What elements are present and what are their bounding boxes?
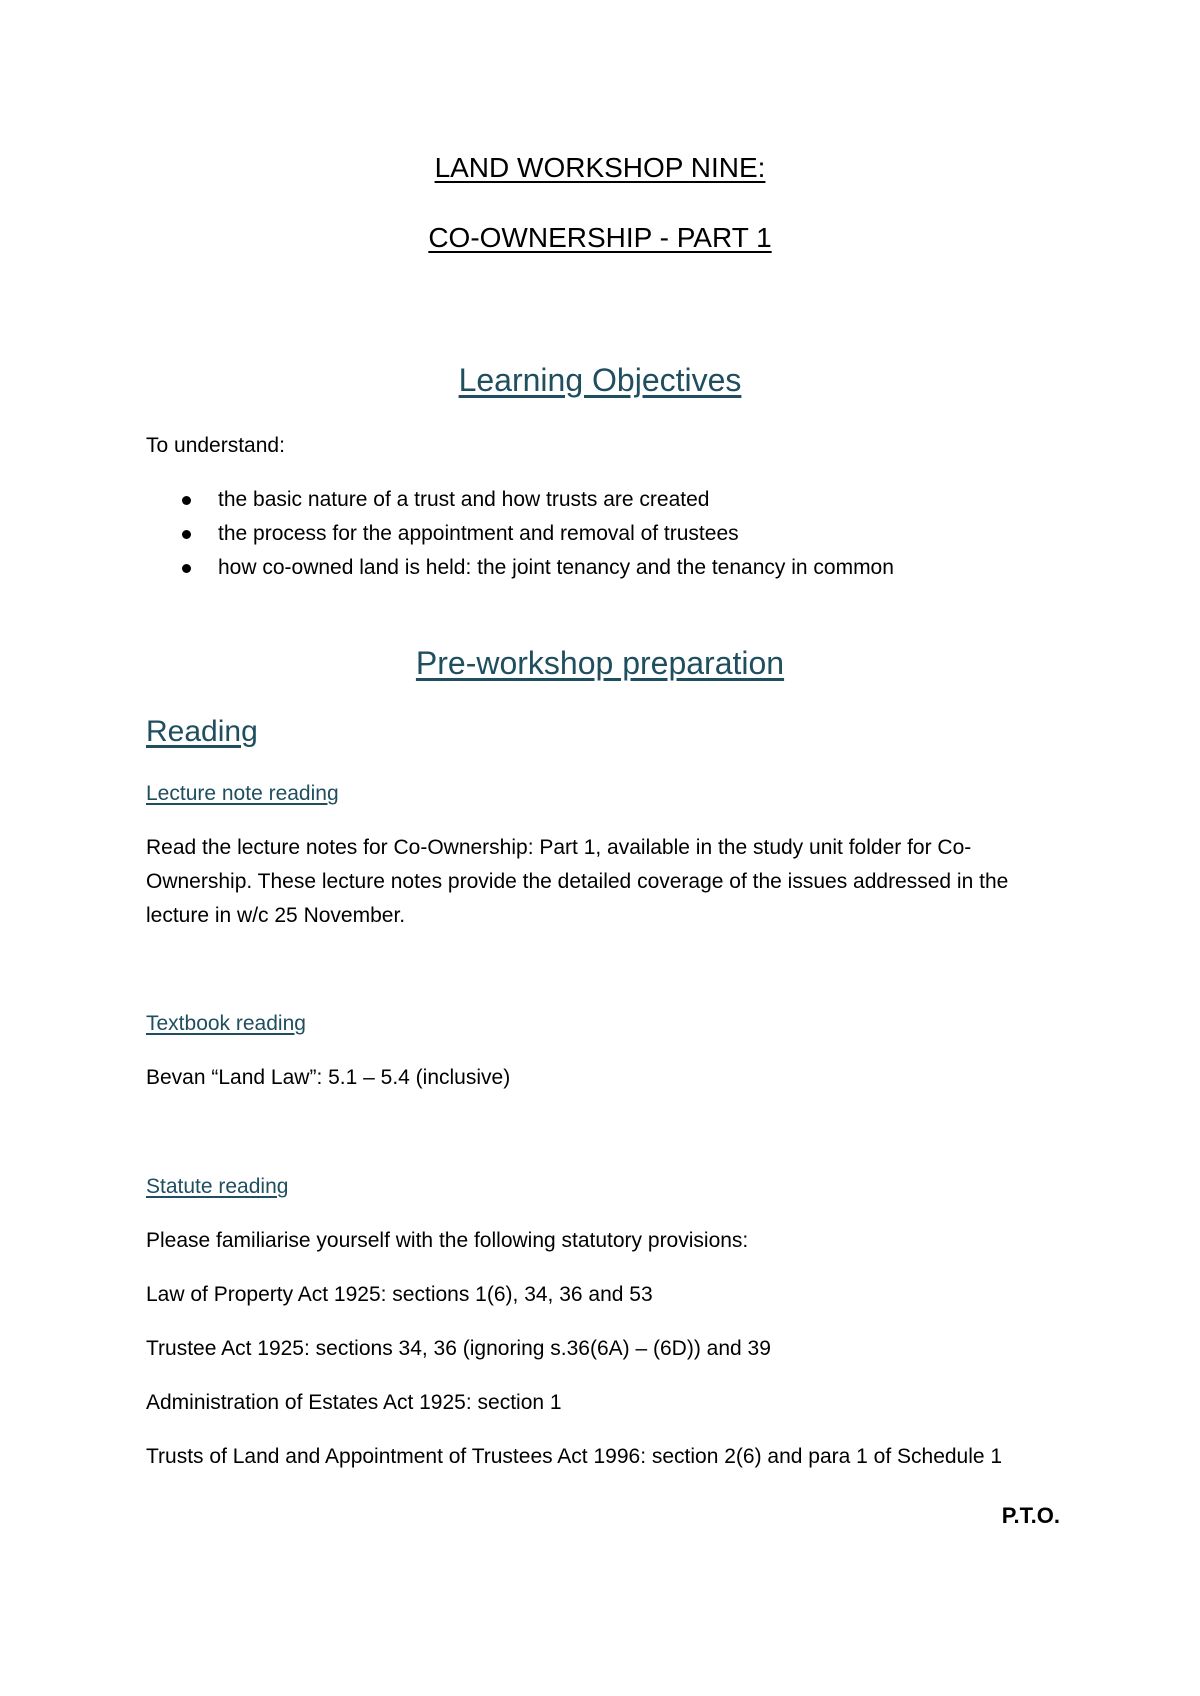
statute-item: Trusts of Land and Appointment of Trustees Act 1996: section 2(6) and para 1 of Schedule 1 <box>146 1445 1003 1468</box>
document-title: LAND WORKSHOP NINE: <box>434 152 766 183</box>
list-item: the process for the appointment and removal of trustees <box>146 517 894 551</box>
statute-heading: Statute reading <box>146 1175 289 1198</box>
lecture-note-text: Read the lecture notes for Co-Ownership: Part 1, available in the study unit folder for Co-Ownership. These lecture notes provide the detailed coverage of the issues addressed in the lecture in w/c 25 November. <box>146 836 1009 927</box>
document-subtitle: CO-OWNERSHIP - PART 1 <box>428 222 772 253</box>
objectives-intro: To understand: <box>146 434 285 457</box>
objectives-list <box>146 483 894 585</box>
list-item: how co-owned land is held: the joint tenancy and the tenancy in common <box>146 551 894 585</box>
lecture-note-heading: Lecture note reading <box>146 782 339 805</box>
bullet-icon <box>182 530 191 539</box>
learning-objectives-heading: Learning Objectives <box>458 362 742 398</box>
textbook-heading: Textbook reading <box>146 1012 306 1035</box>
pto-note: P.T.O. <box>1001 1503 1060 1528</box>
reading-heading: Reading <box>146 715 258 748</box>
statute-item: Trustee Act 1925: sections 34, 36 (ignoring s.36(6A) – (6D)) and 39 <box>146 1337 771 1360</box>
statute-item: Administration of Estates Act 1925: section 1 <box>146 1391 562 1414</box>
list-item: the basic nature of a trust and how trusts are created <box>146 483 894 517</box>
statute-intro: Please familiarise yourself with the following statutory provisions: <box>146 1229 749 1252</box>
bullet-icon <box>182 564 191 573</box>
textbook-text: Bevan “Land Law”: 5.1 – 5.4 (inclusive) <box>146 1066 511 1089</box>
pre-workshop-heading: Pre-workshop preparation <box>415 645 785 681</box>
statute-item: Law of Property Act 1925: sections 1(6), 34, 36 and 53 <box>146 1283 653 1306</box>
bullet-icon <box>182 496 191 505</box>
